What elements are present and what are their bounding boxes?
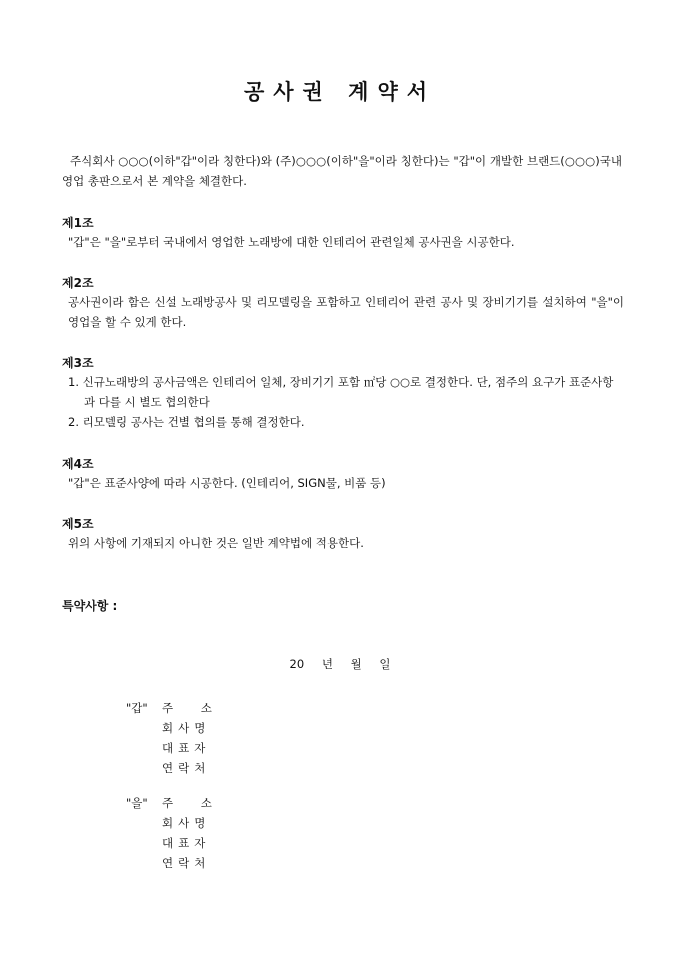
party-a-address-label: 주 소 xyxy=(162,701,217,715)
article-5-body: 위의 사항에 기재되지 아니한 것은 일반 계약법에 적용한다. xyxy=(68,536,364,550)
party-a-label: "갑" xyxy=(126,701,148,715)
signature-block-party-a xyxy=(126,698,326,778)
article-5-heading: 제5조 xyxy=(62,517,94,531)
date-line: 20 년 월 일 xyxy=(289,657,391,671)
article-1-heading: 제1조 xyxy=(62,216,94,230)
article-4 xyxy=(62,455,624,493)
article-3 xyxy=(62,354,624,432)
article-1 xyxy=(62,214,624,252)
special-terms-label: 특약사항 : xyxy=(62,599,118,613)
party-b-ceo-label: 대표자 xyxy=(162,836,211,850)
article-5 xyxy=(62,515,624,553)
party-b-company-label: 회사명 xyxy=(162,816,211,830)
article-2-body: 공사권이라 함은 신설 노래방공사 및 리모델링을 포함하고 인테리어 관련 공사 및 장비기기를 설치하여 "을"이 영업을 할 수 있게 한다. xyxy=(68,295,624,329)
article-2 xyxy=(62,274,624,332)
party-a-company-label: 회사명 xyxy=(162,721,211,735)
party-a-ceo-label: 대표자 xyxy=(162,741,211,755)
article-3-heading: 제3조 xyxy=(62,356,94,370)
article-3-item-1: 1. 신규노래방의 공사금액은 인테리어 일체, 장비기기 포함 ㎡당 ○○로 결정한다. 단, 점주의 요구가 표준사항과 다를 시 별도 협의한다 xyxy=(68,375,614,409)
party-b-address-label: 주 소 xyxy=(162,796,217,810)
article-1-body: "갑"은 "을"로부터 국내에서 영업한 노래방에 대한 인테리어 관련일체 공사권을 시공한다. xyxy=(68,235,515,249)
article-4-heading: 제4조 xyxy=(62,457,94,471)
intro-paragraph: 주식회사 ○○○(이하"갑"이라 칭한다)와 (주)○○○(이하"을"이라 칭한다)는 "갑"이 개발한 브랜드(○○○)국내 영업 총판으로서 본 계약을 체결한다. xyxy=(62,154,622,188)
party-a-contact-label: 연락처 xyxy=(162,761,211,775)
party-b-label: "을" xyxy=(126,796,148,810)
article-3-item-2: 2. 리모델링 공사는 건별 협의를 통해 결정한다. xyxy=(68,415,305,429)
article-4-body: "갑"은 표준사양에 따라 시공한다. (인테리어, SIGN물, 비품 등) xyxy=(68,476,386,490)
party-b-contact-label: 연락처 xyxy=(162,856,211,870)
document-title: 공사권 계약서 xyxy=(243,80,437,104)
signature-block-party-b xyxy=(126,793,326,873)
article-2-heading: 제2조 xyxy=(62,276,94,290)
